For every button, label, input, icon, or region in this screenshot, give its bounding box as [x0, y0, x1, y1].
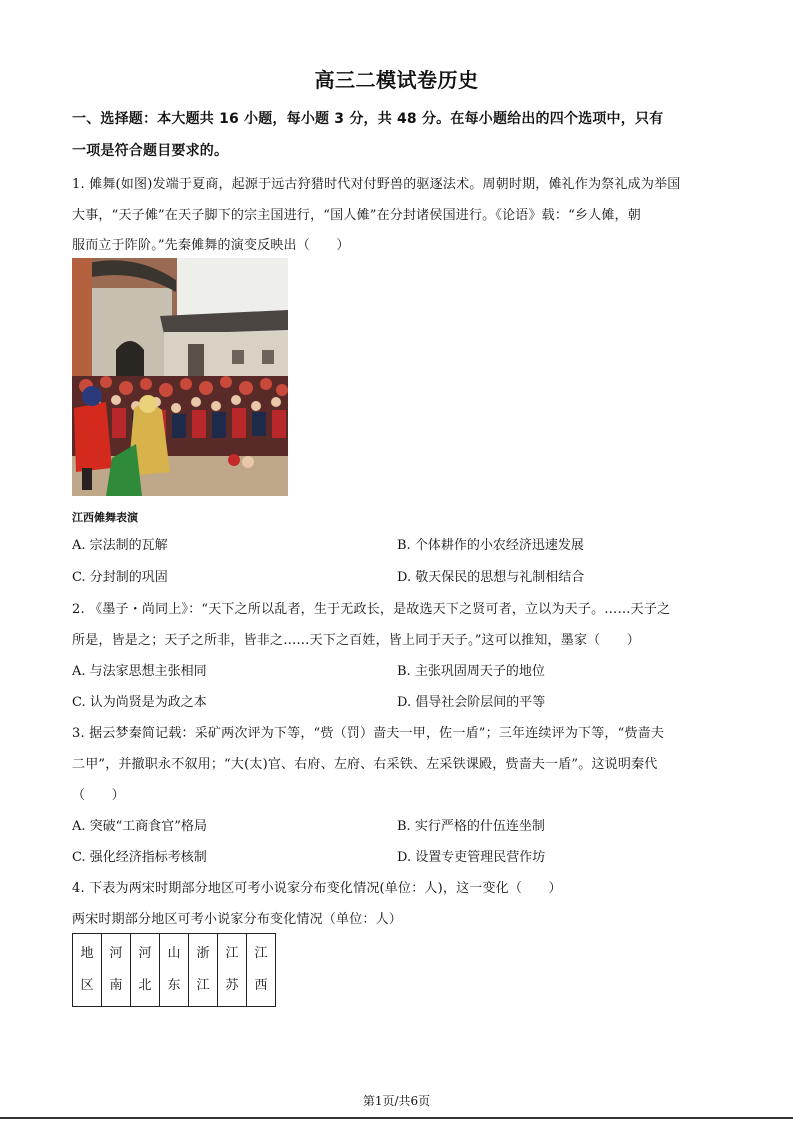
q3-stem-line-1: 3. 据云梦秦简记载：采矿两次评为下等，“赀（罚）啬夫一甲，佐一盾”；三年连续评为下等，“赀啬夫: [72, 726, 665, 741]
q3-option-a[interactable]: A. 突破“工商食官”格局: [72, 819, 207, 834]
region-distribution-table: [72, 933, 276, 1007]
bottom-divider: [0, 1117, 793, 1119]
q2-option-a[interactable]: A. 与法家思想主张相同: [72, 664, 207, 679]
table-header-row: [73, 934, 276, 1007]
q1-option-a[interactable]: A. 宗法制的瓦解: [72, 538, 168, 553]
q4-table-title: 两宋时期部分地区可考小说家分布变化情况（单位：人）: [72, 912, 403, 927]
q1-option-b[interactable]: B. 个体耕作的小农经济迅速发展: [397, 538, 584, 553]
table-header-cell: 山 东: [160, 934, 189, 1007]
q1-stem-line-3: 服而立于阼阶。”先秦傩舞的演变反映出（ ）: [72, 238, 350, 253]
q1-stem-line-1: 1. 傩舞(如图)发端于夏商，起源于远古狩猎时代对付野兽的驱逐法术。周朝时期，傩礼作为祭礼成为举国: [72, 177, 681, 192]
q3-option-c[interactable]: C. 强化经济指标考核制: [72, 850, 207, 865]
table-header-cell: 河 南: [102, 934, 131, 1007]
q3-option-d[interactable]: D. 设置专吏管理民营作坊: [397, 850, 546, 865]
q1-option-c[interactable]: C. 分封制的巩固: [72, 570, 168, 585]
q3-stem-line-2: 二甲”，并撤职永不叙用；“大(太)官、右府、左府、右采铁、左采铁课殿，赀啬夫一盾”。这说明秦代: [72, 757, 658, 772]
q2-option-d[interactable]: D. 倡导社会阶层间的平等: [397, 695, 546, 710]
q4-stem-line-1: 4. 下表为两宋时期部分地区可考小说家分布变化情况(单位：人)，这一变化（ ）: [72, 881, 562, 896]
q2-stem-line-2: 所是，皆是之；天子之所非，皆非之……天下之百姓，皆上同于天子。”这可以推知，墨家（ ）: [72, 633, 640, 648]
photo-caption: 江西傩舞表演: [72, 511, 138, 524]
page-number-footer: 第1页/共6页: [362, 1094, 431, 1108]
section-instruction-line-2: 一项是符合题目要求的。: [72, 143, 229, 159]
q2-stem-line-1: 2. 《墨子・尚同上》：“天下之所以乱者，生于无政长，是故选天下之贤可者，立以为天子。……天子之: [72, 602, 671, 617]
table-header-cell: 河 北: [131, 934, 160, 1007]
table-header-cell: 江 苏: [218, 934, 247, 1007]
page-title: 高三二模试卷历史: [314, 68, 479, 92]
section-instruction-line-1: 一、选择题：本大题共 16 小题，每小题 3 分，共 48 分。在每小题给出的四个选项中，只有: [72, 111, 664, 127]
table-header-cell: 江 西: [247, 934, 276, 1007]
nuo-dance-photo: [72, 258, 288, 496]
table-header-cell: 地 区: [73, 934, 102, 1007]
q2-option-c[interactable]: C. 认为尚贤是为政之本: [72, 695, 207, 710]
q2-option-b[interactable]: B. 主张巩固周天子的地位: [397, 664, 545, 679]
q1-stem-line-2: 大事，“天子傩”在天子脚下的宗主国进行，“国人傩”在分封诸侯国进行。《论语》载：“乡人傩，朝: [72, 208, 641, 223]
q3-stem-line-3: （ ）: [72, 788, 125, 803]
table-header-cell: 浙 江: [189, 934, 218, 1007]
q3-option-b[interactable]: B. 实行严格的什伍连坐制: [397, 819, 545, 834]
q1-option-d[interactable]: D. 敬天保民的思想与礼制相结合: [397, 570, 585, 585]
